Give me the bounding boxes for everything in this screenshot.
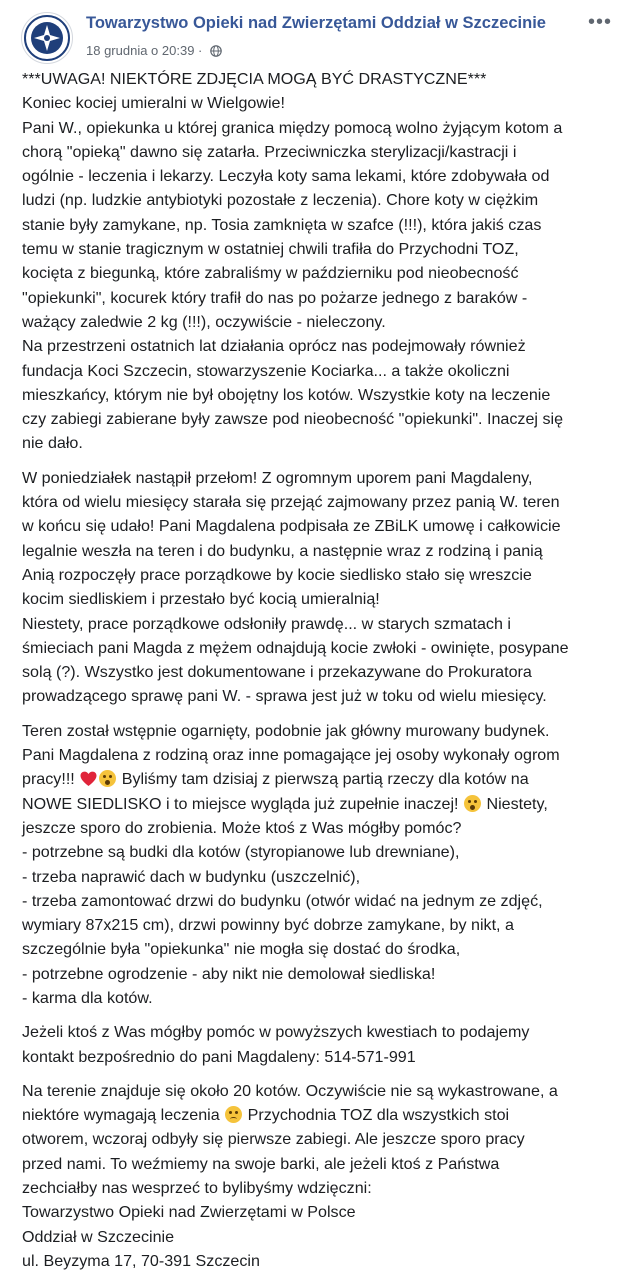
frowning-emoji-icon (225, 1106, 242, 1123)
paragraph-5 (22, 1079, 612, 1273)
paragraph-1: ***UWAGA! NIEKTÓRE ZDJĘCIA MOGĄ BYĆ DRASTYCZNE*** Koniec kociej umieralni w Wielgowie! Pani W., opiekunka u której granica między pomocą wolno żyjącym kotom a chorą "opieką" dawno się zatarła. Przeciwniczka sterylizacji/kastracji i ogólnie - leczenia i lekarzy. Leczyła koty sama lekami, które zdobywała od ludzi (np. ludzkie antybiotyki pozostałe z leczenia). Chore koty w ciężkim stanie były zamykane, np. Tosia zamknięta w szafce (!!!), która jakiś czas temu w stanie tragicznym w ostatniej chwili trafiła do Przychodni TOZ, kocięta z biegunką, które zabraliśmy w październiku pod nieobecność "opiekunki", kocurek który trafił do nas po pożarze jednego z baraków - ważący zaledwie 2 kg (!!!), oczywiście - nieleczony. Na przestrzeni ostatnich lat działania oprócz nas podejmowały również fundacja Koci Szczecin, stowarzyszenie Kociarka... a także okoliczni mieszkańcy, którym nie był obojętny los kotów. Wszystkie koty na leczenie czy zabiegi zabierane były zawsze pod nieobecność "opiekunki". Inaczej się nie dało. (22, 70, 564, 453)
heart-emoji-icon (80, 771, 97, 787)
surprised-emoji-icon (464, 795, 481, 812)
globe-icon[interactable] (210, 45, 222, 57)
toz-logo-icon (22, 13, 72, 63)
paragraph-3-part-c: Niestety, jeszcze sporo do zrobienia. Może ktoś z Was mógłby pomóc? - potrzebne są budki dla kotów (styropianowe lub drewniane), - trzeba naprawić dach w budynku (uszczelnić), - trzeba zamontować drzwi do budynku (otwór widać na jednym ze zdjęć, wymiary 87x215 cm), drzwi powinny być dobrze zamykane, by nikt, a szczególnie była "opiekunka" nie mogła się dostać do środka, - potrzebne ogrodzenie - aby nikt nie demolował siedliska! - karma dla kotów. (22, 794, 548, 1007)
paragraph-3 (22, 719, 612, 1011)
post-body (22, 67, 612, 1283)
paragraph-3-part-a: Teren został wstępnie ogarnięty, podobnie jak główny murowany budynek. Pani Magdalena z rodziną oraz inne pomagające jej osoby wykonały ogrom pracy!!! (22, 721, 560, 789)
post-header (0, 0, 620, 66)
surprised-emoji-icon (99, 770, 116, 787)
post-timestamp[interactable]: 18 grudnia o 20:39 (86, 43, 195, 59)
paragraph-5-part-b: Przychodnia TOZ dla wszystkich stoi otworem, wczoraj odbyły się pierwsze zabiegi. Ale jeszcze sporo pracy przed nami. To weźmiemy na swoje barki, ale jeżeli ktoś z Państwa zechciałby nas wesprzeć to bylibyśmy wdzięczni: Towarzystwo Opieki nad Zwierzętami w Polsce Oddział w Szczecinie ul. Beyzyma 17, 70-391 Szczecin (22, 1106, 525, 1270)
paragraph-5-part-a: Na terenie znajduje się około 20 kotów. Oczywiście nie są wykastrowane, a niektóre wymagają leczenia (22, 1081, 558, 1125)
more-options-button[interactable]: ••• (588, 11, 613, 33)
post-meta (86, 42, 222, 58)
paragraph-4: Jeżeli ktoś z Was mógłby pomóc w powyższych kwestiach to podajemy kontakt bezpośrednio do pani Magdaleny: 514-571-991 (22, 1023, 530, 1066)
page-avatar[interactable] (21, 12, 73, 64)
page-name-link[interactable]: Towarzystwo Opieki nad Zwierzętami Oddział w Szczecinie (86, 14, 546, 32)
paragraph-3-part-b: Byliśmy tam dzisiaj z pierwszą partią rzeczy dla kotów na NOWE SIEDLISKO i to miejsce wygląda już zupełnie inaczej! (22, 770, 529, 813)
paragraph-2: W poniedziałek nastąpił przełom! Z ogromnym uporem pani Magdaleny, która od wielu miesięcy starała się przejąć zajmowany przez panią W. teren w końcu się udało! Pani Magdalena podpisała ze ZBiLK umowę i całkowicie legalnie weszła na teren i do budynku, a następnie wraz z rodziną i panią Anią rozpoczęły prace porządkowe by kocie siedlisko stało się wreszcie kocim siedliskiem i przestało być kocią umieralnią! Niestety, prace porządkowe odsłoniły prawdę... w starych szmatach i śmieciach pani Magda z mężem odnajdują kocie zwłoki - owinięte, posypane solą (?). Wszystko jest dokumentowane i przekazywane do Prokuratora prowadzącego sprawę pani W. - sprawa jest już w toku od wielu miesięcy. (22, 468, 569, 706)
meta-separator: · (194, 43, 206, 59)
